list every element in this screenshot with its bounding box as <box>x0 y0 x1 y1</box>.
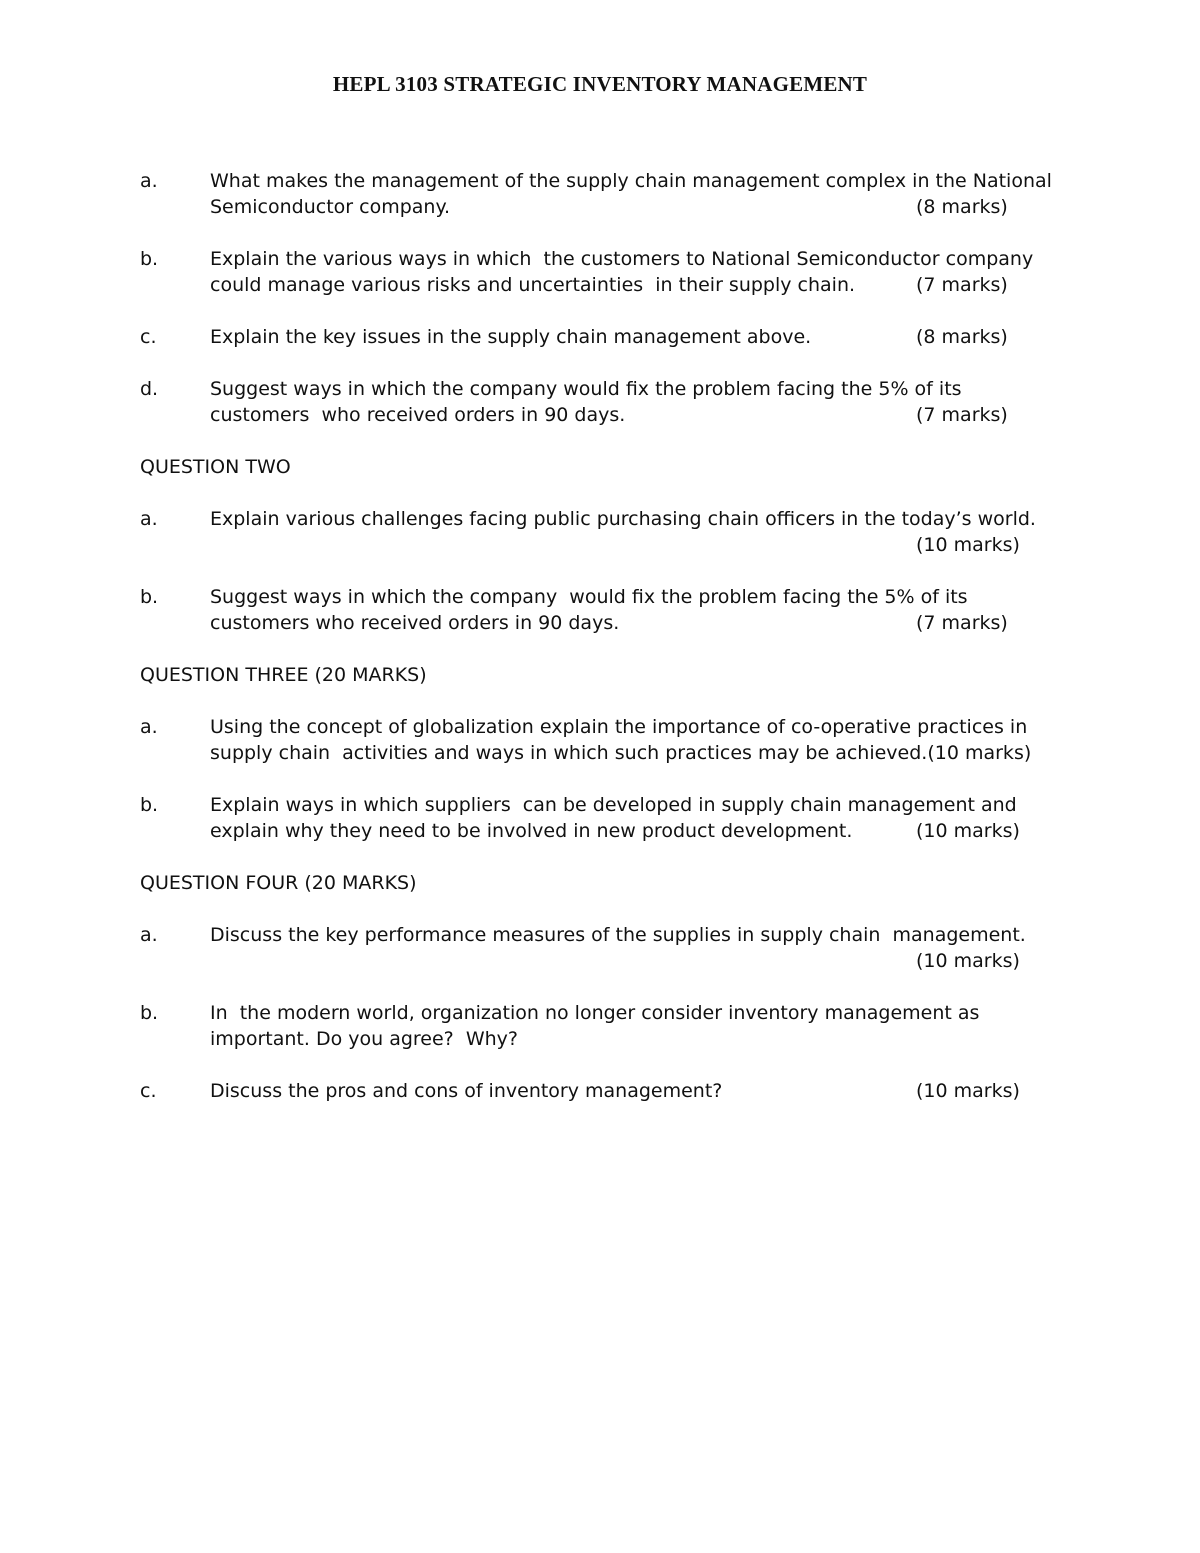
question-three-item-a <box>140 714 1040 766</box>
question-four-item-a <box>140 922 1040 974</box>
page-title: HEPL 3103 STRATEGIC INVENTORY MANAGEMENT <box>332 72 868 96</box>
item-body <box>210 376 1022 428</box>
question-one-item-a <box>140 168 1052 220</box>
question-four-item-b <box>140 1000 1040 1052</box>
item-letter: a. <box>140 716 158 738</box>
question-three-item-b <box>140 792 1040 844</box>
exam-content <box>140 168 1052 1130</box>
item-letter: a. <box>140 924 158 946</box>
item-text: important. Do you agree? Why? <box>210 1028 518 1050</box>
item-body <box>210 246 1034 298</box>
item-text: Explain ways in which suppliers can be developed in supply chain management and <box>210 794 1017 816</box>
question-two-item-a <box>140 506 1040 558</box>
item-text: explain why they need to be involved in new product development. <box>210 820 853 842</box>
item-marks: (10 marks) <box>916 950 1020 972</box>
item-letter: a. <box>140 508 158 530</box>
item-marks: (10 marks) <box>916 820 1020 842</box>
item-marks: (8 marks) <box>916 196 1008 218</box>
item-text: could manage various risks and uncertainties in their supply chain. <box>210 274 856 296</box>
item-text: Suggest ways in which the company would fix the problem facing the 5% of its <box>210 378 962 400</box>
item-body <box>210 1000 1022 1052</box>
item-body <box>210 792 1022 844</box>
item-body <box>210 168 1052 220</box>
item-text: Using the concept of globalization explain the importance of co-operative practices in <box>210 716 1028 738</box>
item-text: Explain the various ways in which the customers to National Semiconductor company <box>210 248 1034 270</box>
question-one-item-b <box>140 246 1040 298</box>
item-text: customers who received orders in 90 days. <box>210 612 620 634</box>
item-body <box>210 922 1026 974</box>
item-letter: a. <box>140 170 158 192</box>
item-letter: c. <box>140 326 157 348</box>
item-body <box>210 584 1022 636</box>
question-one-item-c <box>140 324 1040 350</box>
item-body <box>210 506 1036 558</box>
item-text: Explain various challenges facing public purchasing chain officers in the today’s world. <box>210 508 1036 530</box>
question-four-item-c <box>140 1078 1040 1104</box>
item-marks: (7 marks) <box>916 612 1008 634</box>
item-text: Explain the key issues in the supply chain management above. <box>210 326 812 348</box>
item-text: customers who received orders in 90 days. <box>210 404 626 426</box>
item-text: supply chain activities and ways in which such practices may be achieved.(10 marks) <box>210 742 1032 764</box>
item-letter: b. <box>140 586 159 608</box>
section-heading-question-four: QUESTION FOUR (20 MARKS) <box>140 872 417 894</box>
item-body <box>210 714 1032 766</box>
item-marks: (10 marks) <box>916 1080 1020 1102</box>
item-marks: (8 marks) <box>916 326 1008 348</box>
item-text: What makes the management of the supply chain management complex in the National <box>210 170 1052 192</box>
item-body <box>210 324 1022 350</box>
item-marks: (10 marks) <box>916 534 1020 556</box>
item-letter: b. <box>140 248 159 270</box>
section-heading-question-three: QUESTION THREE (20 MARKS) <box>140 664 427 686</box>
item-text: In the modern world, organization no longer consider inventory management as <box>210 1002 980 1024</box>
item-letter: b. <box>140 1002 159 1024</box>
item-marks: (7 marks) <box>916 404 1008 426</box>
section-heading-question-two: QUESTION TWO <box>140 456 291 478</box>
question-one-item-d <box>140 376 1040 428</box>
item-marks: (7 marks) <box>916 274 1008 296</box>
item-text: Discuss the key performance measures of the supplies in supply chain management. <box>210 924 1026 946</box>
item-text: Semiconductor company. <box>210 196 451 218</box>
item-text: Discuss the pros and cons of inventory management? <box>210 1080 723 1102</box>
item-letter: b. <box>140 794 159 816</box>
item-letter: d. <box>140 378 159 400</box>
item-text: Suggest ways in which the company would fix the problem facing the 5% of its <box>210 586 968 608</box>
item-body <box>210 1078 1022 1104</box>
item-letter: c. <box>140 1080 157 1102</box>
question-two-item-b <box>140 584 1040 636</box>
